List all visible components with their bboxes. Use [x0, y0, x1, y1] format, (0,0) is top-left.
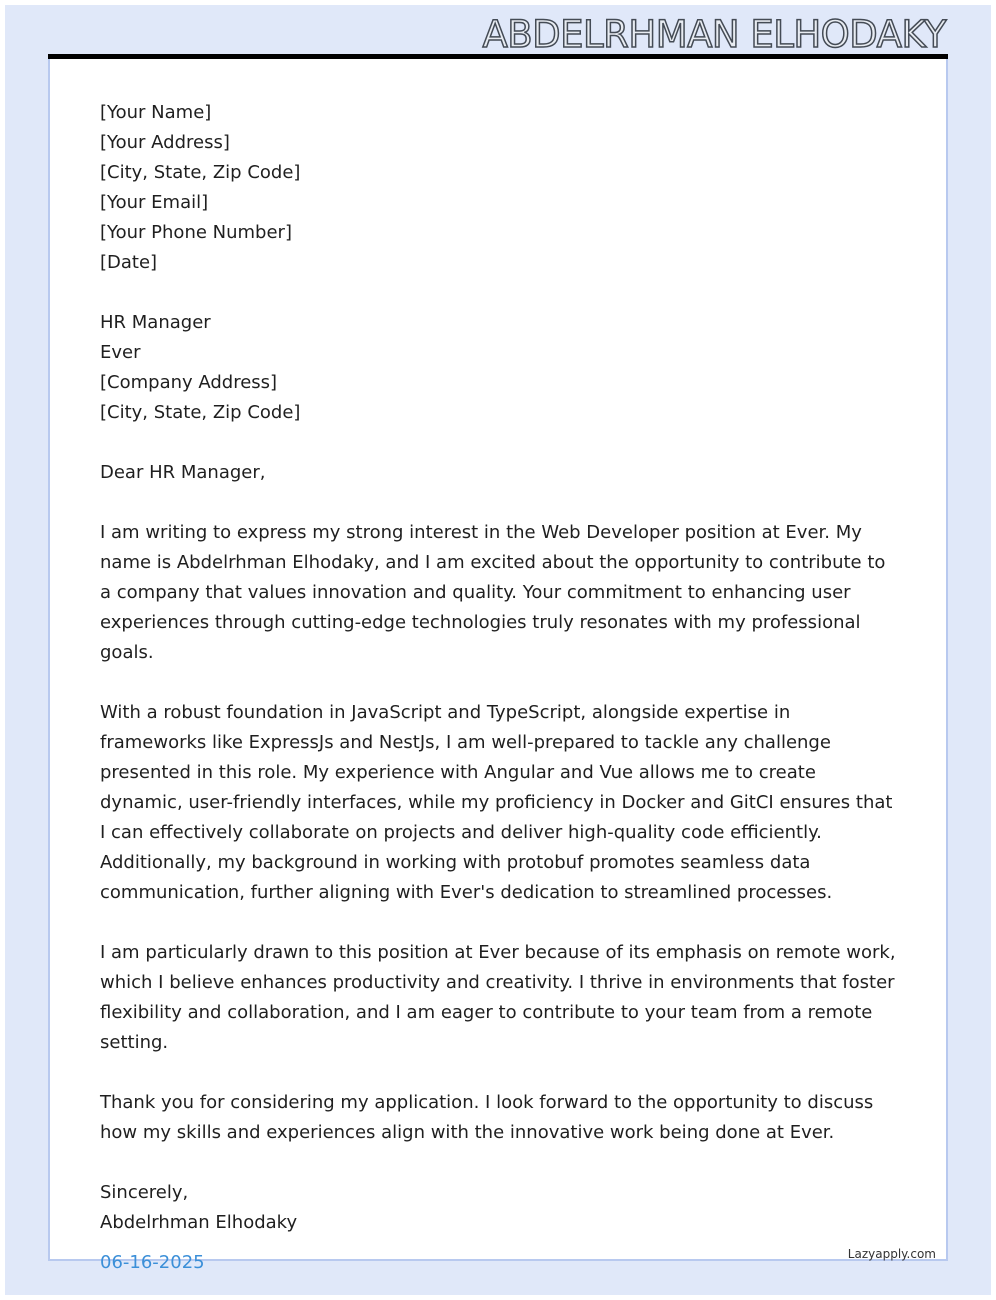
- paragraph-skills: With a robust foundation in JavaScript and TypeScript, alongside expertise in frameworks like ExpressJs and NestJs, I am well-prepared to tackle any challenge presented in this role. My experience with Angular and Vue allows me to create dynamic, user-friendly interfaces, while my proficiency in Docker and GitCI ensures that I can effectively collaborate on projects and deliver high-quality code efficiently. Additionally, my background in working with protobuf promotes seamless data communication, further aligning with Ever's dedication to streamlined processes.: [100, 702, 893, 903]
- spacer: [100, 428, 900, 458]
- recipient-city-state-zip: [City, State, Zip Code]: [100, 402, 301, 423]
- cover-letter-body: [100, 98, 900, 1238]
- sender-address: [Your Address]: [100, 132, 230, 153]
- salutation: Dear HR Manager,: [100, 462, 266, 483]
- sender-block: [100, 98, 900, 278]
- letter-date: 06-16-2025: [100, 1252, 205, 1273]
- spacer: [100, 1058, 900, 1088]
- watermark-link[interactable]: Lazyapply.com: [847, 1247, 936, 1261]
- spacer: [100, 668, 900, 698]
- spacer: [100, 278, 900, 308]
- recipient-title: HR Manager: [100, 312, 211, 333]
- spacer: [100, 908, 900, 938]
- recipient-block: [100, 308, 900, 428]
- paragraph-motivation: I am particularly drawn to this position at Ever because of its emphasis on remote work, which I believe enhances productivity and creativity. I thrive in environments that foster flexibility and collaboration, and I am eager to contribute to your team from a remote setting.: [100, 942, 896, 1053]
- closing: Sincerely,: [100, 1182, 189, 1203]
- author-name-heading: ABDELRHMAN ELHODAKY: [482, 13, 946, 56]
- sender-email: [Your Email]: [100, 192, 209, 213]
- signature-name: Abdelrhman Elhodaky: [100, 1212, 298, 1233]
- paragraph-thanks: Thank you for considering my application. I look forward to the opportunity to discuss how my skills and experiences align with the innovative work being done at Ever.: [100, 1092, 874, 1143]
- recipient-address: [Company Address]: [100, 372, 278, 393]
- paragraph-introduction: I am writing to express my strong interest in the Web Developer position at Ever. My name is Abdelrhman Elhodaky, and I am excited about the opportunity to contribute to a company that values innovation and quality. Your commitment to enhancing user experiences through cutting-edge technologies truly resonates with my professional goals.: [100, 522, 886, 663]
- sender-phone: [Your Phone Number]: [100, 222, 292, 243]
- spacer: [100, 1148, 900, 1178]
- recipient-company: Ever: [100, 342, 141, 363]
- sender-name: [Your Name]: [100, 102, 212, 123]
- spacer: [100, 488, 900, 518]
- sender-city-state-zip: [City, State, Zip Code]: [100, 162, 301, 183]
- sender-date: [Date]: [100, 252, 158, 273]
